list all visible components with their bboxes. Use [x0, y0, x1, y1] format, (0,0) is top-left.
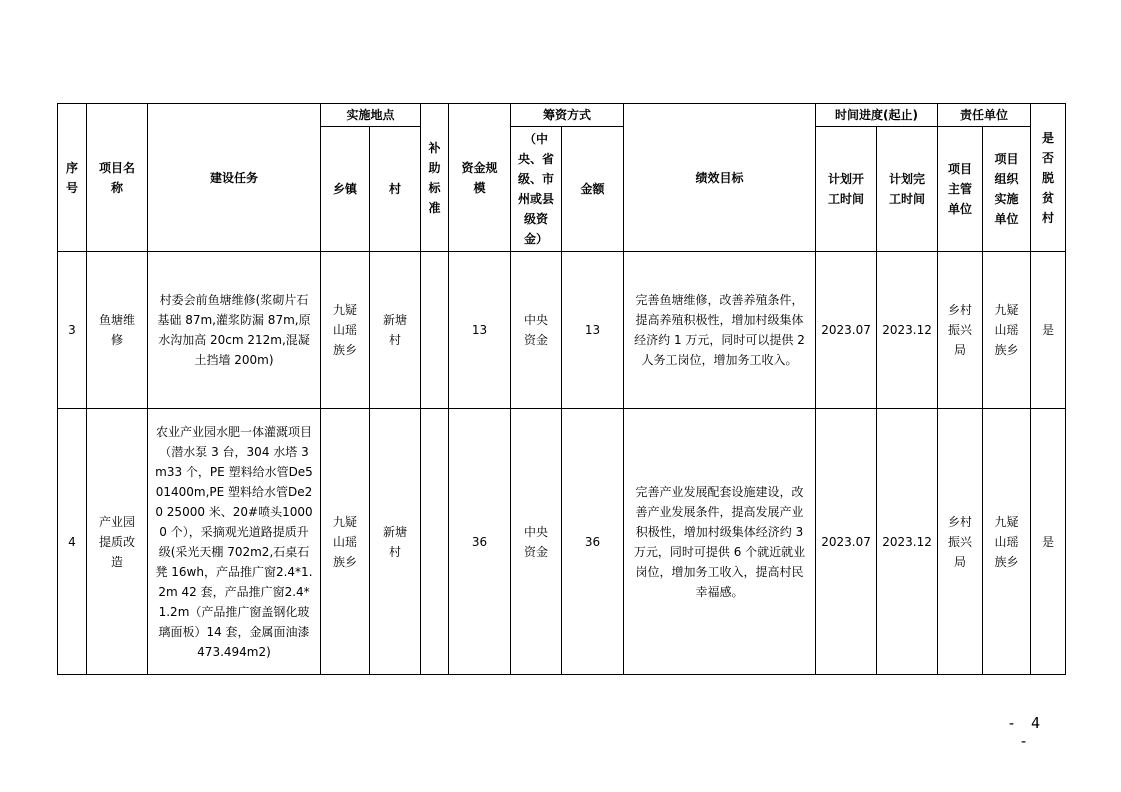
cell-supervisor: 乡村振兴局 [938, 252, 983, 409]
header-name: 项目名称 [87, 104, 148, 252]
cell-subsidy [421, 252, 449, 409]
header-goal: 绩效目标 [624, 104, 816, 252]
cell-supervisor: 乡村振兴局 [938, 409, 983, 675]
table-row [58, 409, 1066, 675]
cell-goal: 完善产业发展配套设施建设，改善产业发展条件，提高发展产业积极性，增加村级集体经济约 3 万元，同时可提供 6 个就近就业岗位，增加务工收入，提高村民幸福感。 [624, 409, 816, 675]
header-task: 建设任务 [148, 104, 321, 252]
cell-name: 产业园提质改造 [87, 409, 148, 675]
cell-funding-source: 中央资金 [511, 409, 562, 675]
cell-fund-scale: 36 [449, 409, 511, 675]
cell-task: 农业产业园水肥一体灌溉项目（潜水泵 3 台，304 水塔 3m33 个，PE 塑料给水管De501400m,PE 塑料给水管De20 25000 米、20#喷头10000 个），采摘观光道路提质升级(采光天棚 702m2,石桌石凳 16wh，产品推广窗2.4*1.2m 42 套，产品推广窗2.4*1.2m（产品推广窗盖钢化玻璃面板）14 套，金属面油漆 473.494m2) [148, 409, 321, 675]
cell-plan-start: 2023.07 [816, 252, 877, 409]
header-plan-end: 计划完工时间 [877, 127, 938, 252]
project-table [57, 103, 1066, 675]
cell-township: 九疑山瑶族乡 [321, 409, 370, 675]
cell-poverty-village: 是 [1031, 409, 1066, 675]
cell-implementer: 九疑山瑶族乡 [983, 409, 1031, 675]
cell-goal: 完善鱼塘维修，改善养殖条件，提高养殖积极性，增加村级集体经济约 1 万元，同时可以提供 2 人务工岗位，增加务工收入。 [624, 252, 816, 409]
cell-seq: 4 [58, 409, 87, 675]
header-subsidy: 补助标准 [421, 104, 449, 252]
cell-township: 九疑山瑶族乡 [321, 252, 370, 409]
cell-seq: 3 [58, 252, 87, 409]
table-row [58, 252, 1066, 409]
cell-implementer: 九疑山瑶族乡 [983, 252, 1031, 409]
header-fund-scale: 资金规模 [449, 104, 511, 252]
cell-village: 新塘村 [370, 252, 421, 409]
header-schedule-group: 时间进度(起止) [816, 104, 938, 127]
cell-plan-start: 2023.07 [816, 409, 877, 675]
header-funding-source: （中央、省级、市州或县级资金） [511, 127, 562, 252]
cell-amount: 36 [562, 409, 624, 675]
header-supervisor: 项目主管单位 [938, 127, 983, 252]
cell-subsidy [421, 409, 449, 675]
header-poverty-village: 是否脱贫村 [1031, 104, 1066, 252]
cell-village: 新塘村 [370, 409, 421, 675]
cell-task: 村委会前鱼塘维修(浆砌片石基础 87m,灌浆防漏 87m,原水沟加高 20cm 212m,混凝土挡墙 200m) [148, 252, 321, 409]
header-implementer: 项目组织实施单位 [983, 127, 1031, 252]
cell-fund-scale: 13 [449, 252, 511, 409]
header-seq: 序号 [58, 104, 87, 252]
cell-poverty-village: 是 [1031, 252, 1066, 409]
cell-amount: 13 [562, 252, 624, 409]
header-amount: 金额 [562, 127, 624, 252]
header-village: 村 [370, 127, 421, 252]
cell-funding-source: 中央资金 [511, 252, 562, 409]
header-funding-group: 筹资方式 [511, 104, 624, 127]
cell-plan-end: 2023.12 [877, 252, 938, 409]
cell-plan-end: 2023.12 [877, 409, 938, 675]
header-resp-group: 责任单位 [938, 104, 1031, 127]
header-township: 乡镇 [321, 127, 370, 252]
cell-name: 鱼塘维修 [87, 252, 148, 409]
header-plan-start: 计划开工时间 [816, 127, 877, 252]
header-location-group: 实施地点 [321, 104, 421, 127]
page-number: - 4 - [1006, 714, 1044, 750]
